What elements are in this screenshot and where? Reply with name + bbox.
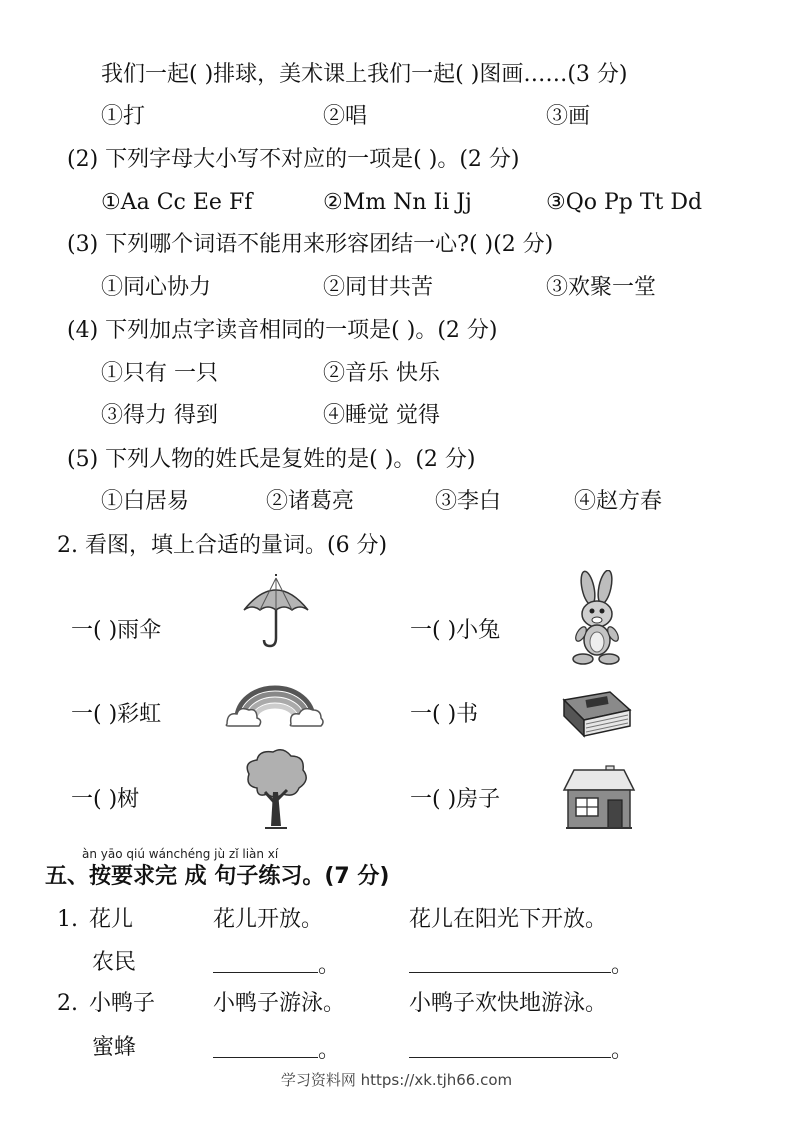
fill-rabbit: 一( )小兔	[410, 618, 501, 643]
q2-stem: (2) 下列字母大小写不对应的一项是( )。(2 分)	[67, 147, 520, 172]
row1-number: 1.	[57, 907, 78, 932]
row1-period-long: 。	[611, 953, 634, 978]
fill-book: 一( )书	[410, 702, 479, 727]
q2-option-1: ①Aa Cc Ee Ff	[101, 190, 253, 215]
q1-option-2: ②唱	[323, 104, 368, 129]
row1-period-short: 。	[318, 953, 341, 978]
rabbit-icon	[563, 570, 635, 668]
section5-title: 五、按要求完 成 句子练习。(7 分)	[45, 864, 390, 889]
fill-house: 一( )房子	[410, 787, 501, 812]
q3-stem: (3) 下列哪个词语不能用来形容团结一心?( )(2 分)	[67, 232, 554, 257]
q1-option-3: ③画	[546, 104, 591, 129]
row2-word2: 蜜蜂	[92, 1035, 137, 1060]
tree-icon	[243, 748, 309, 832]
q4-option-4: ④睡觉 觉得	[323, 403, 440, 428]
q2-option-2: ②Mm Nn Ii Jj	[323, 190, 472, 215]
q1-option-1: ①打	[101, 104, 146, 129]
row1-word2: 农民	[92, 950, 137, 975]
row2-period-short: 。	[318, 1038, 341, 1063]
q5-option-4: ④赵方春	[574, 489, 663, 514]
row1-simple: 花儿开放。	[213, 907, 324, 932]
q3-option-3: ③欢聚一堂	[546, 275, 657, 300]
row1-blank-short[interactable]	[213, 972, 318, 973]
q1-stem: 我们一起( )排球，美术课上我们一起( )图画……(3 分)	[101, 62, 628, 87]
row1-expanded: 花儿在阳光下开放。	[409, 907, 608, 932]
fill-umbrella: 一( )雨伞	[71, 618, 162, 643]
q4-stem: (4) 下列加点字读音相同的一项是( )。(2 分)	[67, 318, 498, 343]
q5-stem: (5) 下列人物的姓氏是复姓的是( )。(2 分)	[67, 447, 476, 472]
section5-pinyin: àn yāo qiú wánchéng jù zǐ liàn xí	[82, 847, 279, 861]
q2-option-3: ③Qo Pp Tt Dd	[546, 190, 703, 215]
q5-option-2: ②诸葛亮	[266, 489, 355, 514]
q4-option-3: ③得力 得到	[101, 403, 218, 428]
row2-number: 2.	[57, 991, 78, 1016]
row2-blank-short[interactable]	[213, 1057, 318, 1058]
part2-title: 2. 看图，填上合适的量词。(6 分)	[57, 533, 388, 558]
book-icon	[560, 690, 634, 742]
row2-word: 小鸭子	[89, 991, 156, 1016]
fill-tree: 一( )树	[71, 787, 140, 812]
row1-blank-long[interactable]	[409, 972, 611, 973]
row2-simple: 小鸭子游泳。	[213, 991, 346, 1016]
rainbow-icon	[225, 682, 325, 730]
fill-rainbow: 一( )彩虹	[71, 702, 162, 727]
q4-option-1: ①只有 一只	[101, 361, 218, 386]
row2-period-long: 。	[611, 1038, 634, 1063]
q5-option-3: ③李白	[435, 489, 502, 514]
row2-expanded: 小鸭子欢快地游泳。	[409, 991, 608, 1016]
q4-option-2: ②音乐 快乐	[323, 361, 440, 386]
q5-option-1: ①白居易	[101, 489, 190, 514]
q3-option-2: ②同甘共苦	[323, 275, 434, 300]
row1-word: 花儿	[89, 907, 134, 932]
row2-blank-long[interactable]	[409, 1057, 611, 1058]
house-icon	[562, 764, 636, 832]
q3-option-1: ①同心协力	[101, 275, 212, 300]
umbrella-icon	[240, 572, 312, 650]
footer-watermark: 学习资料网 https://xk.tjh66.com	[280, 1071, 513, 1089]
